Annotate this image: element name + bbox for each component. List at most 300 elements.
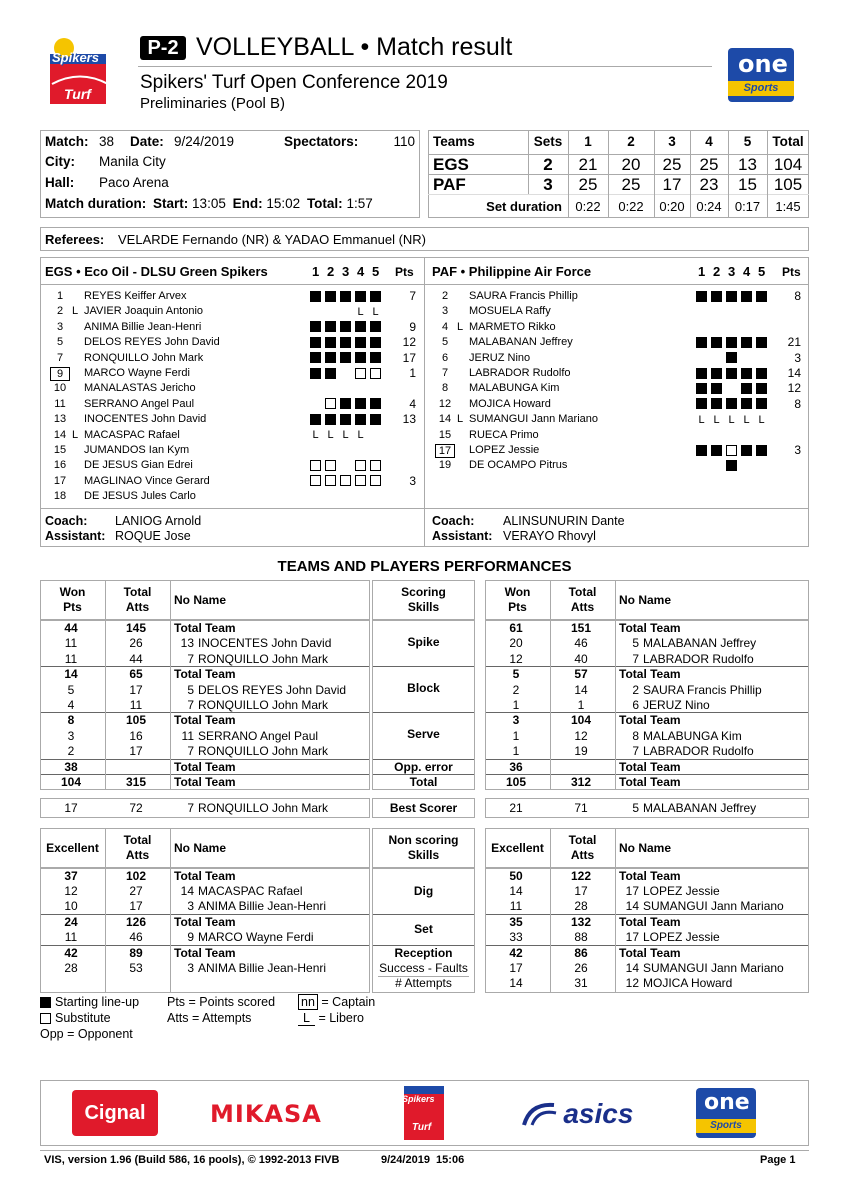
won-value: 11	[64, 930, 78, 945]
player-no: 12	[625, 976, 639, 991]
player-name: Total Team	[619, 667, 681, 682]
empty-set-slot	[340, 445, 351, 456]
captain-box: nn	[298, 994, 318, 1010]
date-label: Date:	[130, 134, 164, 149]
score-header: 1	[584, 134, 592, 149]
won-value: 33	[509, 930, 523, 945]
player-number: 14	[438, 413, 452, 426]
team-a-set-head: 5	[372, 264, 380, 279]
empty-set-slot	[340, 460, 351, 471]
match-duration	[45, 196, 373, 211]
skill-label: Reception	[394, 945, 453, 960]
substitute-square-icon	[325, 475, 336, 486]
empty-set-slot	[325, 491, 336, 502]
player-name: REYES Keiffer Arvex	[84, 290, 187, 302]
player-name: RONQUILLO John Mark	[198, 800, 329, 815]
player-number: 1	[56, 290, 64, 302]
player-no: 14	[625, 961, 639, 975]
player-name: MALABUNGA Kim	[643, 728, 742, 743]
starter-square-icon	[696, 383, 707, 394]
footer-timestamp: 9/24/2019 15:06	[381, 1154, 465, 1166]
starter-square-icon	[696, 368, 707, 379]
team-b-name: PAF • Philippine Air Force	[432, 264, 592, 279]
substitute-square-icon	[355, 460, 366, 471]
starter-square-icon	[726, 352, 737, 363]
atts-value: 1	[577, 698, 585, 712]
empty-set-slot	[340, 383, 351, 394]
player-name: MAGLINAO Vince Gerard	[84, 474, 210, 487]
ns-right-body	[485, 868, 809, 993]
competition-phase: Preliminaries (Pool B)	[140, 95, 286, 112]
atts-value: 31	[574, 976, 588, 991]
player-sets	[310, 289, 385, 304]
referees-label: Referees:	[45, 232, 105, 247]
atts-value: 126	[125, 914, 147, 929]
player-number: 6	[441, 351, 449, 364]
starter-square-icon	[310, 414, 321, 425]
player-no: 14	[625, 899, 639, 914]
starter-square-icon	[355, 398, 366, 409]
city-value: Manila City	[99, 154, 166, 169]
player-points: 3	[794, 350, 801, 365]
player-number: 2	[56, 305, 64, 318]
player-name: MALABANAN Jeffrey	[643, 636, 757, 651]
substitute-square-icon	[310, 460, 321, 471]
score-header: Sets	[533, 134, 563, 149]
player-row	[40, 289, 424, 304]
skill-label: Block	[407, 681, 440, 696]
page-badge: P-2	[140, 36, 186, 60]
starter-square-icon	[696, 398, 707, 409]
team-a-set-heads	[312, 264, 387, 279]
player-points: 8	[794, 396, 801, 411]
empty-set-slot	[340, 368, 351, 379]
atts-value: 151	[570, 621, 592, 635]
hall-label: Hall:	[45, 175, 75, 190]
won-value: 14	[64, 667, 78, 682]
starter-square-icon	[355, 337, 366, 348]
player-name: LABRADOR Rudolfo	[643, 651, 754, 666]
legend-libero	[298, 1011, 364, 1025]
player-name: MACASPAC Rafael	[84, 428, 180, 441]
won-value: 11	[64, 651, 78, 666]
libero-mark: L	[357, 305, 364, 318]
player-name: DELOS REYES John David	[84, 336, 220, 349]
player-no: 9	[187, 930, 194, 945]
player-no: 7	[187, 698, 194, 712]
player-name: MALABANAN Jeffrey	[469, 336, 573, 349]
table-vline	[615, 828, 616, 868]
won-value: 10	[64, 899, 78, 914]
atts-head: Atts	[570, 600, 595, 614]
pts-head: Pts	[508, 600, 527, 614]
atts-value: 46	[129, 930, 143, 945]
substitute-square-icon	[370, 475, 381, 486]
team-a-name: EGS • Eco Oil - DLSU Green Spikers	[45, 264, 268, 279]
score-table	[428, 130, 809, 218]
won-value: 14	[509, 884, 523, 898]
starter-square-icon	[711, 337, 722, 348]
atts-value: 26	[129, 636, 143, 651]
player-name: JERUZ Nino	[643, 698, 710, 712]
team-b-set-head: 2	[713, 264, 721, 279]
starter-square-icon	[756, 383, 767, 394]
player-name: MALABUNGA Kim	[469, 382, 560, 395]
libero-mark: L	[728, 413, 735, 426]
empty-set-slot	[370, 429, 381, 440]
player-name: Total Team	[174, 775, 236, 789]
player-name: DE OCAMPO Pitrus	[469, 459, 568, 472]
empty-set-slot	[310, 398, 321, 409]
league-logo-top: Spikers	[52, 50, 99, 65]
player-row	[425, 443, 809, 458]
player-points: 12	[402, 335, 416, 350]
empty-set-slot	[370, 491, 381, 502]
starter-square-icon	[310, 337, 321, 348]
player-name: SERRANO Angel Paul	[198, 728, 319, 743]
atts-head: Atts	[125, 600, 150, 614]
roster-header-rule	[40, 284, 809, 285]
player-no: 7	[632, 651, 639, 666]
no-name-head: No Name	[619, 593, 672, 607]
team-a-pts-head: Pts	[395, 265, 414, 279]
player-row	[40, 304, 424, 319]
atts-value: 312	[570, 775, 592, 789]
player-number: 3	[56, 320, 64, 333]
atts-value: 104	[570, 713, 592, 728]
empty-set-slot	[370, 383, 381, 394]
atts-value: 17	[129, 744, 143, 759]
substitute-square-icon	[40, 1013, 51, 1024]
player-sets	[310, 366, 385, 381]
team-a-coach-label: Coach:	[45, 514, 88, 528]
libero-mark: L	[758, 413, 765, 426]
player-no: 7	[187, 651, 194, 666]
libero-mark: L	[312, 429, 319, 442]
total-head: Total	[123, 832, 152, 847]
player-row	[425, 412, 809, 427]
starter-square-icon	[325, 291, 336, 302]
title-rule	[138, 66, 712, 67]
empty-set-slot	[696, 306, 707, 317]
starter-square-icon	[756, 291, 767, 302]
team-b-set-head: 3	[728, 264, 736, 279]
player-sets	[696, 320, 771, 335]
won-value: 12	[64, 884, 78, 898]
score-header: 5	[743, 134, 752, 149]
player-sets	[310, 474, 385, 489]
player-number: 4	[441, 320, 449, 333]
player-name: DE JESUS Gian Edrei	[84, 459, 193, 472]
starter-square-icon	[741, 383, 752, 394]
score-set-points: 23	[699, 175, 719, 194]
empty-set-slot	[711, 306, 722, 317]
player-no: 5	[187, 682, 194, 697]
legend-libero-text: = Libero	[318, 1011, 364, 1025]
atts-value: 72	[129, 800, 143, 815]
player-number: 5	[56, 336, 64, 349]
atts-value: 102	[125, 868, 147, 883]
empty-set-slot	[310, 491, 321, 502]
starter-square-icon	[355, 352, 366, 363]
atts-value: 27	[129, 884, 143, 898]
libero-mark: L	[698, 413, 705, 426]
substitute-square-icon	[325, 460, 336, 471]
one-sports-logo-one: one	[704, 1090, 750, 1115]
atts-head: Atts	[125, 847, 150, 862]
player-number: 13	[53, 413, 67, 426]
libero-mark: L	[327, 429, 334, 442]
won-value: 17	[64, 800, 78, 815]
player-name: JERUZ Nino	[469, 351, 531, 364]
one-sports-logo-sports: Sports	[696, 1119, 756, 1133]
starter-square-icon	[711, 291, 722, 302]
starter-square-icon	[756, 368, 767, 379]
total-head: Total	[568, 585, 597, 599]
starter-square-icon	[340, 337, 351, 348]
team-a-set-head: 2	[327, 264, 335, 279]
team-b-pts-head: Pts	[782, 265, 801, 279]
set-duration: 0:22	[575, 199, 601, 214]
starter-square-icon	[310, 321, 321, 332]
starter-square-icon	[726, 368, 737, 379]
player-name: Total Team	[174, 713, 236, 728]
player-no: 11	[181, 728, 194, 743]
player-no: 14	[180, 884, 194, 898]
atts-value: 71	[574, 800, 588, 815]
player-name: MANALASTAS Jericho	[84, 382, 196, 395]
atts-value: 19	[574, 744, 588, 759]
player-number: 2	[441, 290, 449, 302]
substitute-square-icon	[355, 368, 366, 379]
player-libero-mark: L	[72, 428, 79, 441]
score-team: PAF	[433, 175, 466, 194]
empty-set-slot	[726, 306, 737, 317]
atts-value: 14	[574, 682, 588, 697]
table-vline	[170, 580, 171, 620]
player-name: INOCENTES John David	[84, 413, 207, 426]
player-row	[425, 335, 809, 350]
table-vline	[170, 868, 171, 993]
league-logo-bottom: Turf	[64, 86, 91, 102]
player-points: 13	[402, 412, 416, 427]
spectators-value: 110	[393, 134, 415, 149]
won-value: 20	[509, 636, 523, 651]
player-name: MOJICA Howard	[469, 397, 551, 410]
atts-value: 122	[570, 868, 592, 883]
skills-head: Scoring	[401, 585, 446, 599]
substitute-square-icon	[340, 475, 351, 486]
legend-opp: Opp = Opponent	[40, 1027, 133, 1041]
city-label: City:	[45, 154, 75, 169]
player-name: SUMANGUI Jann Mariano	[643, 961, 784, 975]
empty-set-slot	[756, 429, 767, 440]
player-libero-mark: L	[457, 413, 464, 426]
starter-square-icon	[741, 445, 752, 456]
won-value: 2	[67, 744, 75, 759]
player-name: RONQUILLO John Mark	[198, 698, 329, 712]
empty-set-slot	[370, 445, 381, 456]
starter-square-icon	[726, 460, 737, 471]
player-number: 11	[54, 397, 66, 410]
empty-set-slot	[310, 383, 321, 394]
score-set-points: 25	[621, 175, 641, 194]
player-row	[425, 428, 809, 443]
player-no: 5	[632, 636, 639, 651]
empty-set-slot	[756, 321, 767, 332]
starter-square-icon	[325, 321, 336, 332]
empty-set-slot	[741, 321, 752, 332]
player-sets	[696, 458, 771, 473]
score-header: 3	[668, 134, 676, 149]
table-vline	[550, 620, 551, 790]
score-set-points: 25	[578, 175, 598, 194]
empty-set-slot	[711, 460, 722, 471]
player-row	[425, 458, 809, 473]
player-no: 17	[625, 930, 639, 945]
won-value: 104	[60, 775, 82, 789]
player-name: ANIMA Billie Jean-Henri	[198, 961, 327, 975]
starter-square-icon	[370, 352, 381, 363]
empty-set-slot	[340, 306, 351, 317]
starter-square-icon	[370, 414, 381, 425]
won-value: 37	[64, 868, 78, 883]
won-value: 44	[64, 621, 78, 635]
won-value: 11	[64, 636, 78, 651]
substitute-square-icon	[370, 460, 381, 471]
player-number: 9	[50, 367, 70, 381]
empty-set-slot	[741, 460, 752, 471]
match-label: Match:	[45, 134, 89, 149]
won-value: 11	[509, 899, 523, 914]
won-value: 38	[64, 759, 78, 774]
table-vline	[170, 620, 171, 790]
player-name: Total Team	[174, 759, 236, 774]
scoring-left-body	[40, 620, 370, 790]
player-name: Total Team	[619, 759, 681, 774]
footer-page: Page 1	[760, 1154, 796, 1166]
player-name: SUMANGUI Jann Mariano	[643, 899, 784, 914]
starter-square-icon	[696, 337, 707, 348]
skill-sublabel: # Attempts	[395, 976, 452, 991]
player-points: 3	[409, 473, 416, 488]
page-title: VOLLEYBALL • Match result	[196, 33, 513, 61]
referees-value: VELARDE Fernando (NR) & YADAO Emmanuel (NR)	[118, 232, 427, 247]
substitute-square-icon	[726, 445, 737, 456]
libero-box: L	[298, 1011, 315, 1026]
excellent-head: Excellent	[491, 840, 544, 855]
empty-set-slot	[696, 429, 707, 440]
player-name: SAURA Francis Phillip	[643, 682, 762, 697]
starter-square-icon	[711, 383, 722, 394]
score-header: Total	[772, 134, 804, 149]
score-header: 2	[627, 134, 635, 149]
empty-set-slot	[726, 321, 737, 332]
player-row	[40, 335, 424, 350]
empty-set-slot	[325, 445, 336, 456]
player-no: 3	[187, 961, 194, 975]
player-no: 7	[632, 744, 639, 759]
table-vline	[170, 828, 171, 868]
player-name: RONQUILLO John Mark	[84, 351, 204, 364]
empty-set-slot	[711, 352, 722, 363]
starter-square-icon	[711, 368, 722, 379]
score-total: 104	[773, 155, 803, 174]
player-name: Total Team	[619, 914, 681, 929]
starting-square-icon	[40, 997, 51, 1008]
starter-square-icon	[340, 352, 351, 363]
starter-square-icon	[711, 445, 722, 456]
player-sets	[696, 381, 771, 396]
legend-atts: Atts = Attempts	[167, 1011, 252, 1025]
player-row	[40, 381, 424, 396]
player-sets	[696, 428, 771, 443]
match-date: 9/24/2019	[174, 134, 235, 149]
player-name: MOSUELA Raffy	[469, 305, 551, 318]
starter-square-icon	[711, 398, 722, 409]
atts-value: 28	[574, 899, 588, 914]
player-number: 10	[53, 382, 67, 395]
spectators-label: Spectators:	[284, 134, 359, 149]
won-value: 42	[64, 945, 78, 960]
player-libero-mark: L	[457, 320, 464, 333]
starter-square-icon	[756, 398, 767, 409]
player-number: 17	[435, 444, 455, 458]
starter-square-icon	[726, 291, 737, 302]
spikers-logo-bottom: Turf	[412, 1122, 432, 1133]
substitute-square-icon	[310, 475, 321, 486]
table-vline	[105, 620, 106, 790]
player-name: Total Team	[619, 945, 681, 960]
table-vline	[105, 868, 106, 993]
player-number: 17	[53, 474, 67, 487]
player-no: 3	[187, 899, 194, 914]
starter-square-icon	[340, 291, 351, 302]
empty-set-slot	[325, 383, 336, 394]
legend-captain-text: = Captain	[321, 995, 376, 1009]
player-sets	[310, 412, 385, 427]
starter-square-icon	[741, 337, 752, 348]
starter-square-icon	[756, 445, 767, 456]
player-number: 3	[441, 305, 449, 318]
starter-square-icon	[325, 337, 336, 348]
skills-head: Skills	[407, 847, 440, 862]
won-value: 61	[509, 621, 523, 635]
team-b-coach-label: Coach:	[432, 514, 475, 528]
empty-set-slot	[355, 383, 366, 394]
player-row	[40, 443, 424, 458]
player-name: Total Team	[619, 775, 681, 789]
player-sets	[696, 351, 771, 366]
atts-value: 57	[574, 667, 588, 682]
league-logo	[42, 34, 118, 114]
player-name: Total Team	[619, 621, 681, 635]
skill-label: Best Scorer	[389, 800, 458, 815]
player-row	[425, 351, 809, 366]
start-value: 13:05	[192, 196, 226, 211]
starter-square-icon	[355, 414, 366, 425]
player-name: DELOS REYES John David	[198, 682, 347, 697]
empty-set-slot	[756, 306, 767, 317]
skill-label: Serve	[407, 727, 440, 742]
legend	[40, 995, 540, 1043]
won-value: 5	[67, 682, 75, 697]
player-name: JUMANDOS Ian Kym	[84, 444, 190, 456]
no-name-head: No Name	[174, 593, 227, 607]
won-value: 35	[509, 914, 523, 929]
player-name: LABRADOR Rudolfo	[469, 367, 571, 379]
set-duration: 0:24	[696, 199, 722, 214]
